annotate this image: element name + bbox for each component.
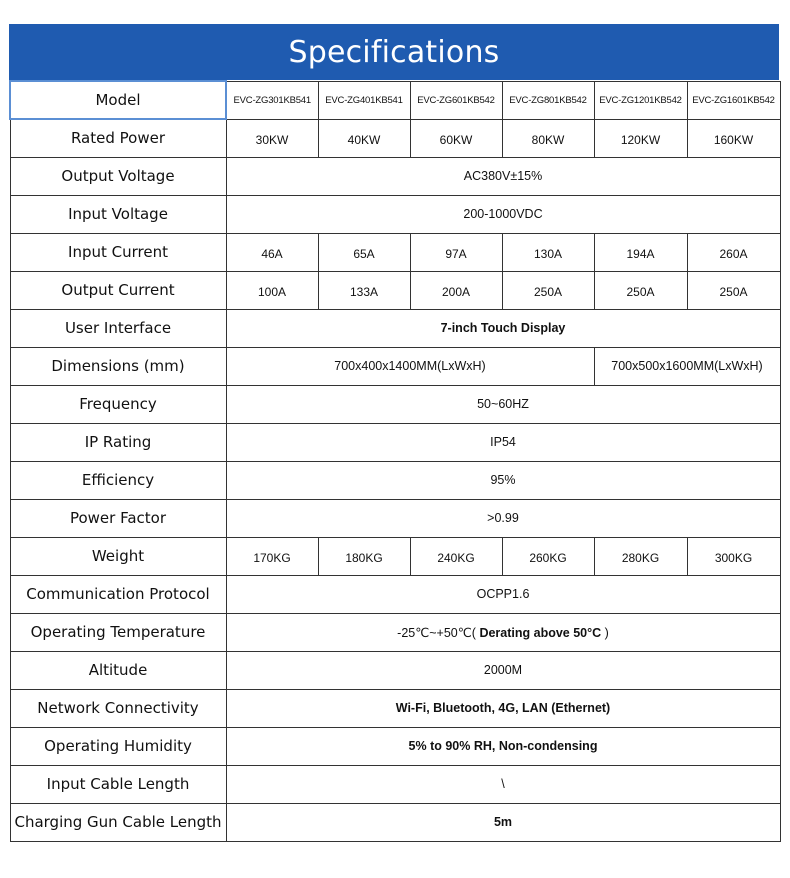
weight-cell: 180KG xyxy=(318,537,410,575)
model-cell: EVC-ZG601KB542 xyxy=(410,81,502,119)
row-model xyxy=(10,81,780,119)
row-network-connectivity xyxy=(10,689,780,727)
temperature-derating-note: Derating above 50°C xyxy=(479,625,602,640)
input-current-cell: 130A xyxy=(502,233,594,271)
row-communication-protocol xyxy=(10,575,780,613)
label-rated-power: Rated Power xyxy=(10,119,226,157)
weight-cell: 300KG xyxy=(687,537,780,575)
altitude-value: 2000M xyxy=(226,651,780,689)
input-current-cell: 97A xyxy=(410,233,502,271)
model-cell: EVC-ZG1601KB542 xyxy=(687,81,780,119)
rated-power-cell: 160KW xyxy=(687,119,780,157)
model-cell: EVC-ZG301KB541 xyxy=(226,81,318,119)
row-weight xyxy=(10,537,780,575)
label-input-voltage: Input Voltage xyxy=(10,195,226,233)
model-cell: EVC-ZG401KB541 xyxy=(318,81,410,119)
label-input-cable-length: Input Cable Length xyxy=(10,765,226,803)
row-dimensions xyxy=(10,347,780,385)
network-connectivity-value: Wi-Fi, Bluetooth, 4G, LAN (Ethernet) xyxy=(226,689,780,727)
label-frequency: Frequency xyxy=(10,385,226,423)
dimensions-value-large: 700x500x1600MM(LxWxH) xyxy=(594,347,780,385)
label-operating-temperature: Operating Temperature xyxy=(10,613,226,651)
label-power-factor: Power Factor xyxy=(10,499,226,537)
label-weight: Weight xyxy=(10,537,226,575)
operating-humidity-value: 5% to 90% RH, Non-condensing xyxy=(226,727,780,765)
power-factor-value: >0.99 xyxy=(226,499,780,537)
row-ip-rating xyxy=(10,423,780,461)
label-ip-rating: IP Rating xyxy=(10,423,226,461)
input-current-cell: 65A xyxy=(318,233,410,271)
communication-protocol-value: OCPP1.6 xyxy=(226,575,780,613)
output-voltage-value: AC380V±15% xyxy=(226,157,780,195)
row-operating-humidity xyxy=(10,727,780,765)
rated-power-cell: 60KW xyxy=(410,119,502,157)
output-current-cell: 250A xyxy=(594,271,687,309)
output-current-cell: 250A xyxy=(687,271,780,309)
output-current-cell: 250A xyxy=(502,271,594,309)
temperature-range: -25℃~+50℃( xyxy=(397,625,476,640)
label-model: Model xyxy=(10,81,226,119)
weight-cell: 240KG xyxy=(410,537,502,575)
weight-cell: 170KG xyxy=(226,537,318,575)
efficiency-value: 95% xyxy=(226,461,780,499)
weight-cell: 260KG xyxy=(502,537,594,575)
row-input-current xyxy=(10,233,780,271)
input-voltage-value: 200-1000VDC xyxy=(226,195,780,233)
row-output-current xyxy=(10,271,780,309)
row-input-cable-length xyxy=(10,765,780,803)
label-operating-humidity: Operating Humidity xyxy=(10,727,226,765)
row-user-interface xyxy=(10,309,780,347)
label-efficiency: Efficiency xyxy=(10,461,226,499)
row-operating-temperature xyxy=(10,613,780,651)
dimensions-value-small: 700x400x1400MM(LxWxH) xyxy=(226,347,594,385)
rated-power-cell: 80KW xyxy=(502,119,594,157)
row-output-voltage xyxy=(10,157,780,195)
label-dimensions: Dimensions (mm) xyxy=(10,347,226,385)
output-current-cell: 133A xyxy=(318,271,410,309)
label-altitude: Altitude xyxy=(10,651,226,689)
row-frequency xyxy=(10,385,780,423)
row-altitude xyxy=(10,651,780,689)
rated-power-cell: 40KW xyxy=(318,119,410,157)
weight-cell: 280KG xyxy=(594,537,687,575)
temperature-close: ) xyxy=(604,625,609,640)
label-output-current: Output Current xyxy=(10,271,226,309)
specifications-table xyxy=(9,80,781,842)
label-output-voltage: Output Voltage xyxy=(10,157,226,195)
label-communication-protocol: Communication Protocol xyxy=(10,575,226,613)
input-current-cell: 46A xyxy=(226,233,318,271)
rated-power-cell: 120KW xyxy=(594,119,687,157)
output-current-cell: 200A xyxy=(410,271,502,309)
frequency-value: 50~60HZ xyxy=(226,385,780,423)
page-title: Specifications xyxy=(9,24,779,80)
model-cell: EVC-ZG801KB542 xyxy=(502,81,594,119)
ip-rating-value: IP54 xyxy=(226,423,780,461)
input-current-cell: 260A xyxy=(687,233,780,271)
output-current-cell: 100A xyxy=(226,271,318,309)
label-network-connectivity: Network Connectivity xyxy=(10,689,226,727)
label-user-interface: User Interface xyxy=(10,309,226,347)
label-input-current: Input Current xyxy=(10,233,226,271)
label-charging-gun-cable-length: Charging Gun Cable Length xyxy=(10,803,226,841)
model-cell: EVC-ZG1201KB542 xyxy=(594,81,687,119)
row-efficiency xyxy=(10,461,780,499)
operating-temperature-value xyxy=(226,613,780,651)
input-current-cell: 194A xyxy=(594,233,687,271)
row-power-factor xyxy=(10,499,780,537)
input-cable-length-value: \ xyxy=(226,765,780,803)
user-interface-value: 7-inch Touch Display xyxy=(226,309,780,347)
rated-power-cell: 30KW xyxy=(226,119,318,157)
row-input-voltage xyxy=(10,195,780,233)
row-rated-power xyxy=(10,119,780,157)
charging-gun-cable-length-value: 5m xyxy=(226,803,780,841)
row-charging-gun-cable-length xyxy=(10,803,780,841)
